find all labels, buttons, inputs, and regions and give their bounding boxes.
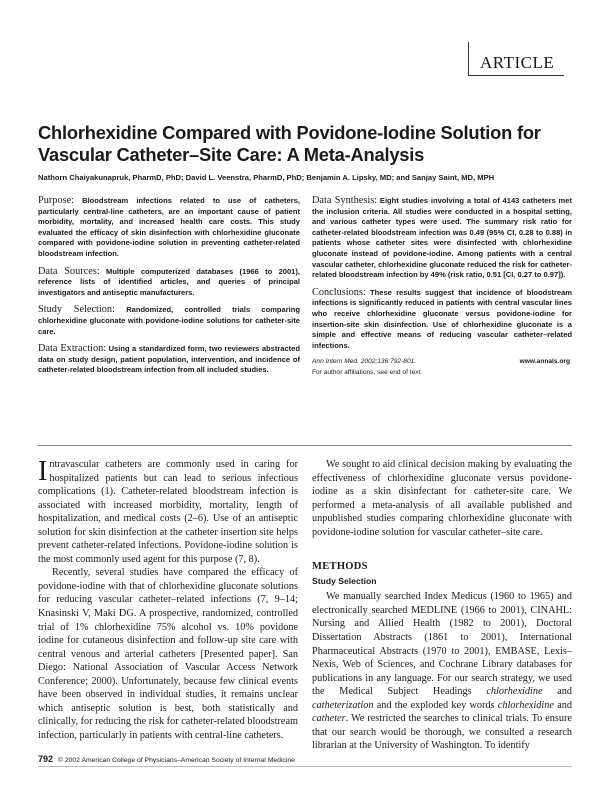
abstract-purpose <box>38 196 300 260</box>
abstract-conclusions <box>312 288 572 352</box>
abstract-text: These results suggest that incidence of bloodstream infections is significantly reduced in patients with central vascular lines who receive chlorhexidine gluconate versus povidone-iodine for insertion-site skin disinfection. Use of chlorhexidine gluconate is a simple and effective means of reducing vascular catheter–related infections. <box>312 287 572 350</box>
abstract-heading: Conclusions: <box>312 286 366 298</box>
abstract-data-sources <box>38 267 300 299</box>
header-rule-horizontal <box>468 75 564 76</box>
abstract-heading: Data Extraction: <box>38 343 107 355</box>
author-list: Nathorn Chaiyakunapruk, PharmD, PhD; David L. Veenstra, PharmD, PhD; Benjamin A. Lipsky, MD; and Sanjay Saint, MD, MPH <box>38 173 495 182</box>
body-text: and the exploded key words <box>373 699 498 711</box>
abstract-text: Randomized, controlled trials comparing chlorhexidine gluconate with povidone-iodine solutions for catheter-site care. <box>38 305 300 336</box>
citation-row <box>312 358 572 367</box>
abstract-text: Using a standardized form, two reviewers abstracted data on study design, patient population, intervention, and incidence of catheter-related bloodstream infection from all included studies. <box>38 344 300 375</box>
abstract-data-synthesis <box>312 196 572 281</box>
journal-url[interactable]: www.annals.org <box>519 358 570 366</box>
abstract-heading: Data Synthesis: <box>312 195 378 206</box>
body-paragraph <box>38 458 298 566</box>
header-rule-vertical <box>468 42 469 76</box>
body-paragraph: We sought to aid clinical decision making by evaluating the effectiveness of chlorhexidine gluconate versus povidone-iodine as a skin disinfectant for catheter-site care. We performed a meta-analysis of all available published and unpublished studies comparing chlorhexidine gluconate with povidone-iodine solution for vascular catheter–site care. <box>312 459 572 538</box>
abstract-study-selection <box>38 305 300 337</box>
section-label: ARTICLE <box>480 53 555 72</box>
body-text: We manually searched Index Medicus (1960 to 1965) and electronically searched MEDLINE (1966 to 2001), CINAHL: Nursing and Allied Health (1982 to 2001), Doctoral Dissertation Abstracts (1861 to 2001), International Pharmaceutical Abstracts (1970 to 2001), EMBASE, Lexis–Nexis, Web of Sciences, and Cochrane Library databases for publications in any language. For our search strategy, we used the Medical Subject Headings <box>312 591 572 698</box>
body-text: . We restricted the searches to clinical trials. To ensure that our search would be thorough, we consulted a research librarian at the University of Washington. To identify <box>312 713 572 752</box>
section-heading-methods: METHODS <box>312 561 368 573</box>
abstract-data-extraction <box>38 344 300 376</box>
subheading-study-selection: Study Selection <box>312 575 377 586</box>
body-paragraph: Recently, several studies have compared the efficacy of povidone-iodine with that of chlorhexidine gluconate solutions for reducing vascular catheter–related infections (7, 9–14; Knasinski V, Maki DG. A prospective, randomized, controlled trial of 1% chlorhexidine 75% alcohol vs. 10% povidone iodine for cutaneous disinfection and follow-up site care with central venous and arterial catheters [Presented paper]. San Diego: National Association of Vascular Access Network Conference; 2000). Unfortunately, because few clinical events have been observed in individual studies, it remains unclear which antiseptic solution is best, both statistically and clinically, for reducing the risk for catheter-related bloodstream infection, particularly in patients with central-line catheters. <box>38 567 298 741</box>
drop-cap: I <box>38 456 48 487</box>
article-title: Chlorhexidine Compared with Povidone-Iodine Solution for Vascular Catheter–Site Care: A Meta-Analysis <box>38 122 541 165</box>
body-left-column <box>38 458 298 742</box>
abstract-heading: Purpose: <box>38 195 75 206</box>
abstract-text: Bloodstream infections related to use of catheters, particularly central-line catheters, are an important cause of patient morbidity, mortality, and increased health care costs. This study evaluated the efficacy of skin disinfection with chlorhexidine gluconate compared with povidone-iodine solution in preventing catheter-related bloodstream infection. <box>38 196 300 258</box>
italic-term: catheter <box>312 713 346 725</box>
italic-term: catheterization <box>312 699 374 711</box>
journal-citation: Ann Intern Med. 2002;136:792-801. <box>312 358 417 366</box>
abstract-heading: Study Selection: <box>38 304 115 316</box>
affiliations-note: For author affiliations, see end of text. <box>312 369 423 377</box>
footer-rule <box>38 766 572 767</box>
body-text: and <box>553 699 572 711</box>
italic-term: chlorhexidine <box>486 686 543 698</box>
abstract-left-column <box>38 196 300 383</box>
body-right-column <box>312 458 572 753</box>
body-paragraph <box>312 590 572 753</box>
abstract-right-column <box>312 196 572 376</box>
page-footer <box>38 754 295 764</box>
section-divider <box>38 445 572 446</box>
copyright-notice: © 2002 American College of Physicians–American Society of Internal Medicine <box>57 757 295 764</box>
page-number: 792 <box>38 754 54 764</box>
abstract-text: Multiple computerized databases (1966 to 2001), reference lists of identified articles, and queries of principal investigators and antiseptic manufacturers. <box>38 266 300 297</box>
body-text: and <box>542 686 572 698</box>
abstract-heading: Data Sources: <box>38 265 100 277</box>
abstract-text: Eight studies involving a total of 4143 catheters met the inclusion criteria. All studies were conducted in a hospital setting, and various catheter types were used. The summary risk ratio for catheter-related bloodstream infection was 0.49 (95% CI, 0.28 to 0.88) in patients whose catheter sites were disinfected with chlorhexidine gluconate instead of povidone-iodine. Among patients with a central vascular catheter, chlorhexidine gluconate reduced the risk for catheter-related bloodstream infection by 49% (risk ratio, 0.51 [CI, 0.27 to 0.97]). <box>312 196 572 280</box>
body-text: ntravascular catheters are commonly used in caring for hospitalized patients but can lead to serious infectious complications (1). Catheter-related bloodstream infection is associated with increased morbidity, mortality, length of hospitalization, and medical costs (2–6). Use of an antiseptic solution for skin disinfection at the catheter insertion site helps prevent catheter-related infections. Povidone-iodine solution is the most commonly used agent for this purpose (7, 8). <box>38 459 298 565</box>
italic-term: chlorhexidine <box>497 699 554 711</box>
